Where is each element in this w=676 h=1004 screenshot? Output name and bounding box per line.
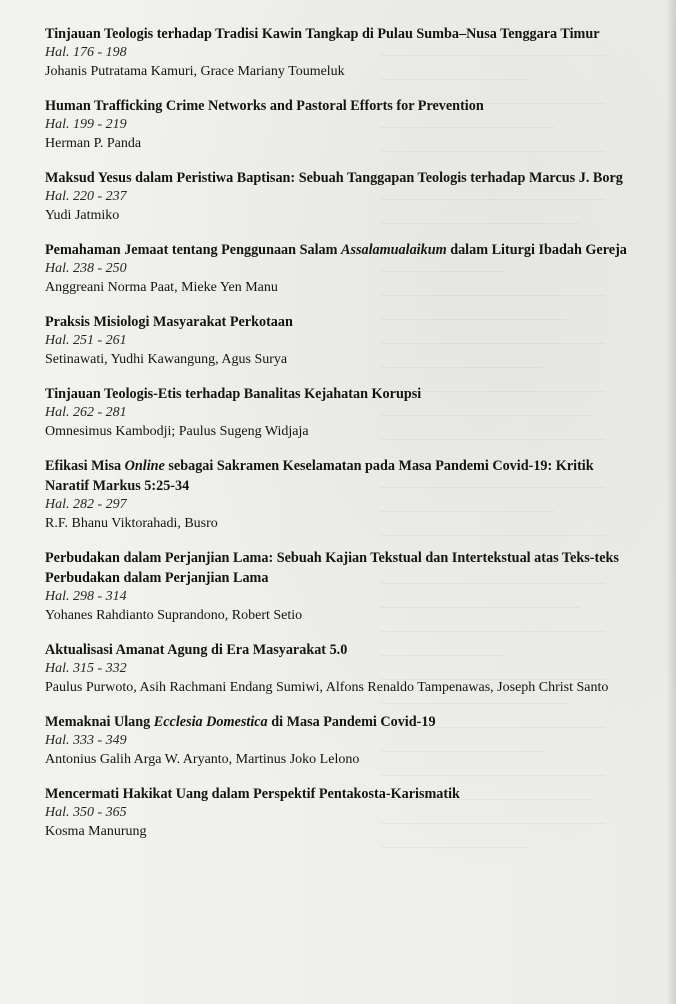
page-range: Hal. 220 - 237 <box>45 189 127 204</box>
article-title <box>45 712 635 732</box>
article-authors: Kosma Manurung <box>45 824 147 839</box>
toc-entry <box>45 640 635 697</box>
page-range: Hal. 176 - 198 <box>45 45 127 60</box>
toc-entry <box>45 240 635 297</box>
page-range: Hal. 282 - 297 <box>45 497 127 512</box>
article-authors: Setinawati, Yudhi Kawangung, Agus Surya <box>45 352 288 367</box>
article-title: Tinjauan Teologis-Etis terhadap Banalitas Kejahatan Korupsi <box>45 386 422 402</box>
title-text: Efikasi Misa <box>45 458 125 474</box>
page-range: Hal. 315 - 332 <box>45 661 127 676</box>
page-spine-shadow <box>666 0 676 1004</box>
article-authors: Antonius Galih Arga W. Aryanto, Martinus Joko Lelono <box>45 752 360 767</box>
title-text: Pemahaman Jemaat tentang Penggunaan Salam <box>45 242 341 258</box>
article-title: Mencermati Hakikat Uang dalam Perspektif Pentakosta-Karismatik <box>45 786 460 802</box>
title-text: di Masa Pandemi Covid-19 <box>267 714 436 730</box>
toc-entry <box>45 548 635 625</box>
article-title: Perbudakan dalam Perjanjian Lama: Sebuah Kajian Tekstual dan Intertekstual atas Teks-teks Perbudakan dalam Perjanjian Lama <box>45 550 619 586</box>
page-range: Hal. 199 - 219 <box>45 117 127 132</box>
table-of-contents <box>45 24 635 856</box>
title-text: sebagai Sakramen Keselamatan pada Masa Pandemi Covid-19: Kritik Naratif Markus 5:25-34 <box>45 458 594 494</box>
article-title: Human Trafficking Crime Networks and Pastoral Efforts for Prevention <box>45 98 484 114</box>
toc-entry <box>45 312 635 369</box>
article-authors: Yudi Jatmiko <box>45 208 120 223</box>
page-range: Hal. 298 - 314 <box>45 589 127 604</box>
article-authors: Anggreani Norma Paat, Mieke Yen Manu <box>45 280 278 295</box>
article-title: Aktualisasi Amanat Agung di Era Masyarakat 5.0 <box>45 642 348 658</box>
page-range: Hal. 238 - 250 <box>45 261 127 276</box>
title-italic-term: Ecclesia Domestica <box>153 714 268 730</box>
article-title <box>45 456 635 496</box>
title-text: dalam Liturgi Ibadah Gereja <box>446 242 627 258</box>
article-title <box>45 240 635 260</box>
title-text: Memaknai Ulang <box>45 714 154 730</box>
article-authors: R.F. Bhanu Viktorahadi, Busro <box>45 516 218 531</box>
article-authors: Omnesimus Kambodji; Paulus Sugeng Widjaja <box>45 424 309 439</box>
page-range: Hal. 350 - 365 <box>45 805 127 820</box>
article-authors: Paulus Purwoto, Asih Rachmani Endang Sumiwi, Alfons Renaldo Tampenawas, Joseph Christ Santo <box>45 680 609 695</box>
title-italic-term: Online <box>124 458 165 474</box>
toc-entry <box>45 712 635 769</box>
toc-entry <box>45 96 635 153</box>
toc-entry <box>45 784 635 841</box>
article-authors: Johanis Putratama Kamuri, Grace Mariany Toumeluk <box>45 64 345 79</box>
toc-entry <box>45 456 635 533</box>
page-range: Hal. 333 - 349 <box>45 733 127 748</box>
page-range: Hal. 262 - 281 <box>45 405 127 420</box>
page-range: Hal. 251 - 261 <box>45 333 127 348</box>
article-title: Tinjauan Teologis terhadap Tradisi Kawin Tangkap di Pulau Sumba–Nusa Tenggara Timur <box>45 26 600 42</box>
article-title: Praksis Misiologi Masyarakat Perkotaan <box>45 314 293 330</box>
toc-entry <box>45 24 635 81</box>
title-italic-term: Assalamualaikum <box>340 242 447 258</box>
toc-entry <box>45 384 635 441</box>
toc-entry <box>45 168 635 225</box>
article-title: Maksud Yesus dalam Peristiwa Baptisan: Sebuah Tanggapan Teologis terhadap Marcus J. Borg <box>45 170 623 186</box>
article-authors: Herman P. Panda <box>45 136 142 151</box>
article-authors: Yohanes Rahdianto Suprandono, Robert Setio <box>45 608 303 623</box>
